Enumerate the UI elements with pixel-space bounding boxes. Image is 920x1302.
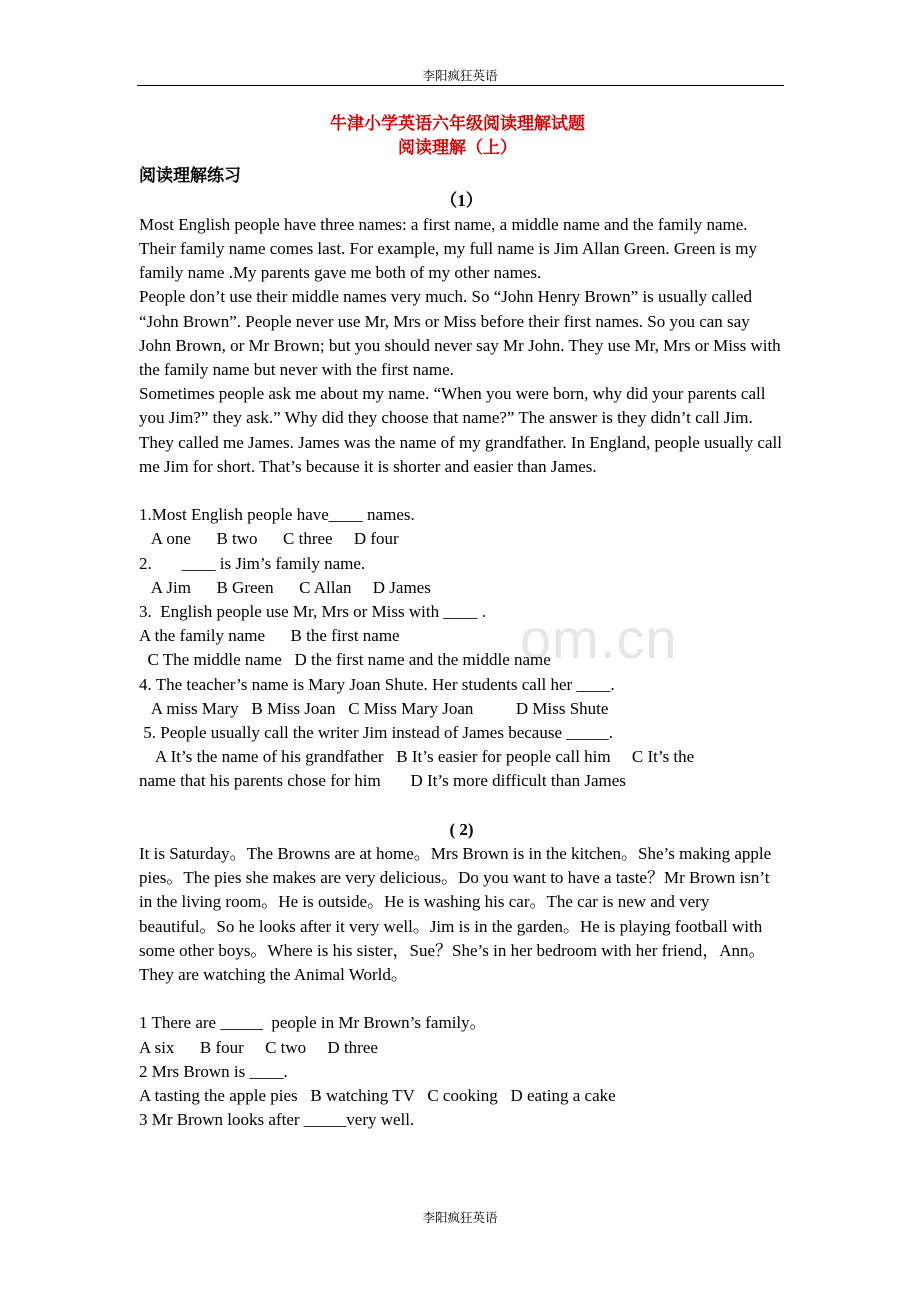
passage-1-question-3-options-a: A the family name B the first name [139,626,400,646]
passage-1-question-5-options-b: name that his parents chose for him D It’s more difficult than James [139,771,626,791]
passage-1-question-2-options: A Jim B Green C Allan D James [139,577,431,597]
spacer [139,479,784,503]
passage-2-question-2-options: A tasting the apple pies B watching TV C cooking D eating a cake [139,1086,616,1106]
passage-2-number: ( 2) [449,819,474,839]
title-line-1: 牛津小学英语六年级阅读理解试题 [330,114,585,133]
spacer [139,987,784,1011]
document-body [139,112,784,1132]
passage-1-question-3: 3. English people use Mr, Mrs or Miss with ____ . [139,602,486,622]
passage-1-paragraph-2: People don’t use their middle names very much. So “John Henry Brown” is usually called “John Brown”. People never use Mr, Mrs or Miss before their first names. So you can say John Brown, or Mr Brown; but you should never say Mr John. They use Mr, Mrs or Miss with the family name but never with the first name. [139,287,781,380]
passage-1-paragraph-1: Most English people have three names: a first name, a middle name and the family name. Their family name comes last. For example, my full name is Jim Allan Green. Green is my family name .My parents gave me both of my other names. [139,214,757,283]
page-footer: 李阳疯狂英语 [422,1211,498,1225]
header-divider [137,85,784,86]
passage-1-paragraph-3: Sometimes people ask me about my name. “When you were born, why did your parents call you Jim?” they ask.” Why did they choose that name?” The answer is they didn’t call Jim. They called me James. James was the name of my grandfather. In England, people usually call me Jim for short. That’s because it is shorter and easier than James. [139,384,782,476]
passage-1-question-2: 2. ____ is Jim’s family name. [139,553,366,573]
passage-1-number: （1） [440,190,483,210]
passage-2-question-1-options: A six B four C two D three [139,1037,378,1057]
section-heading: 阅读理解练习 [139,166,241,186]
passage-1-question-4-options: A miss Mary B Miss Joan C Miss Mary Joan D Miss Shute [139,698,609,718]
watermark: om.cn [520,607,678,670]
passage-1-question-3-options-b: C The middle name D the first name and the middle name [139,650,551,670]
passage-1-question-5-options-a: A It’s the name of his grandfather B It’s easier for people call him C It’s the [139,747,695,767]
passage-2-question-2: 2 Mrs Brown is ____. [139,1061,288,1081]
passage-1-question-1: 1.Most English people have____ names. [139,505,415,525]
passage-1-question-1-options: A one B two C three D four [139,529,399,549]
spacer [139,794,784,818]
title-line-2: 阅读理解（上） [398,138,517,158]
passage-2-question-1: 1 There are _____ people in Mr Brown’s family。 [139,1013,487,1033]
page-header: 李阳疯狂英语 [422,69,498,83]
passage-2-paragraph: It is Saturday。The Browns are at home。Mrs Brown is in the kitchen。She’s making apple pies。The pies she makes are very delicious。Do you want to have a taste？Mr Brown isn’t in the living room。He is outside。He is washing his car。The car is new and very beautiful。So he looks after it very well。Jim is in the garden。He is playing football with some other boys。Where is his sister，Sue？She’s in her bedroom with her friend，Ann。They are watching the Animal World。 [139,844,772,985]
passage-1-question-4: 4. The teacher’s name is Mary Joan Shute. Her students call her ____. [139,674,615,694]
passage-1-question-5: 5. People usually call the writer Jim instead of James because _____. [139,723,613,743]
passage-2-question-3: 3 Mr Brown looks after _____very well. [139,1110,415,1130]
